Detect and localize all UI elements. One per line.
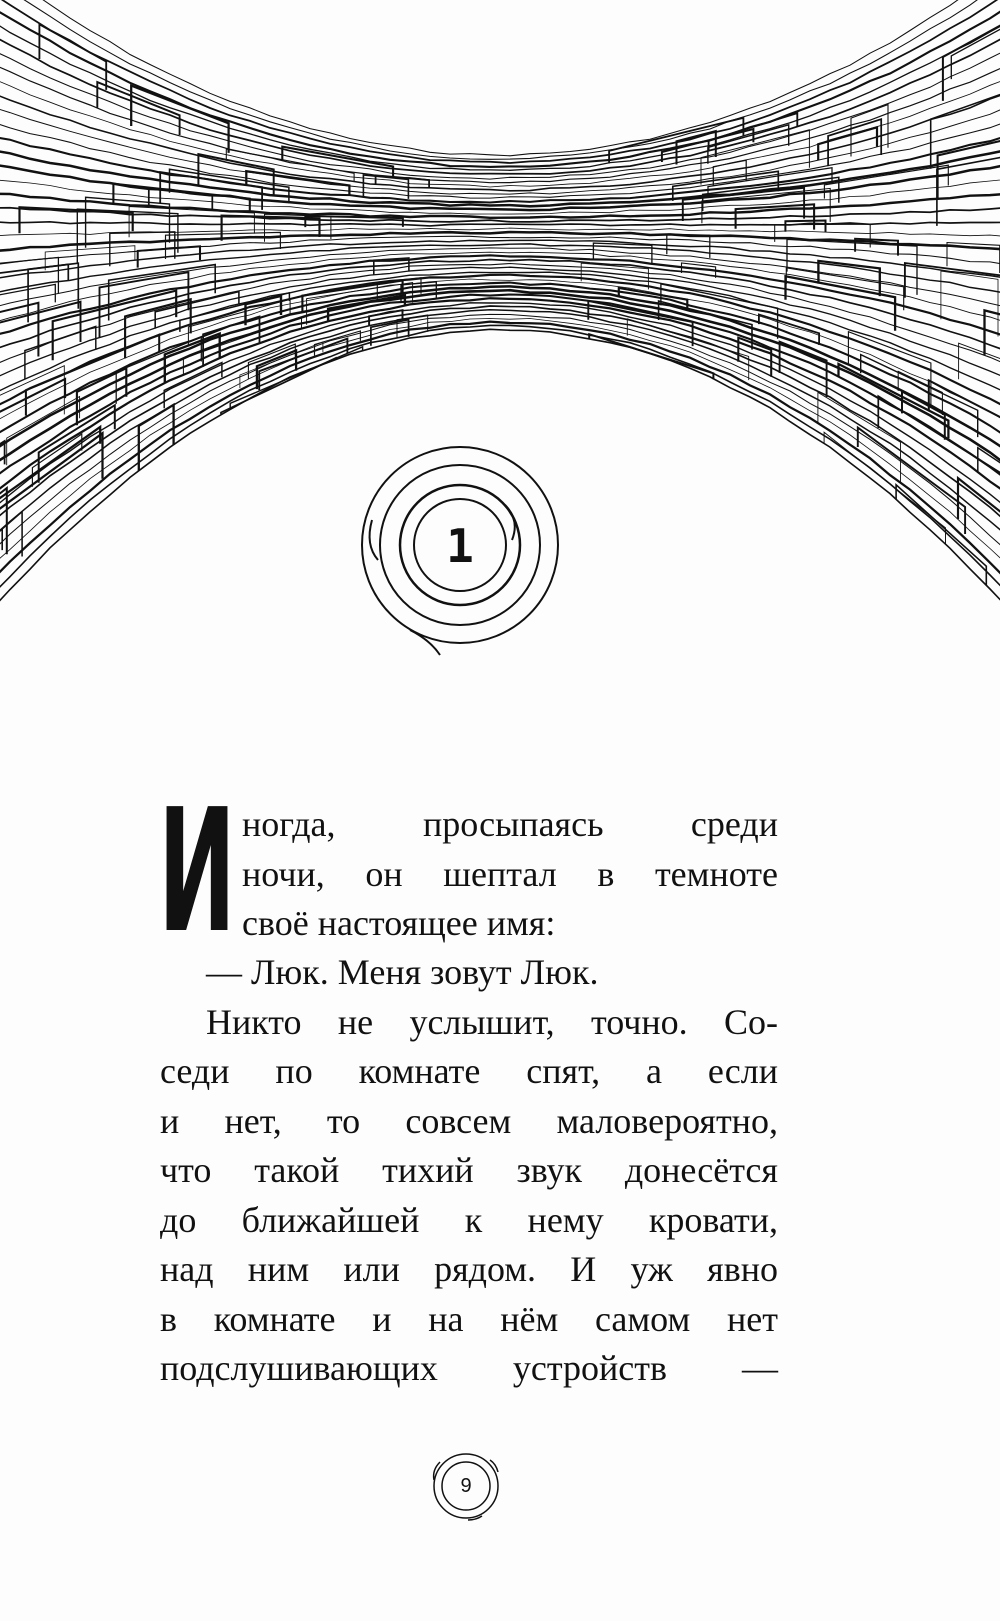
text-line bbox=[160, 1047, 778, 1097]
circuit-tunnel-art bbox=[0, 0, 1000, 700]
word: и bbox=[372, 1298, 392, 1339]
word: точно. bbox=[590, 1001, 688, 1042]
word: самом bbox=[595, 1298, 691, 1339]
word: звук bbox=[516, 1150, 582, 1190]
word: он bbox=[365, 853, 403, 894]
word: нет, bbox=[224, 1100, 282, 1141]
chapter-text bbox=[160, 800, 778, 1394]
drop-cap-letter: И bbox=[158, 802, 236, 942]
word: подслушивающих bbox=[160, 1348, 438, 1388]
word: седи bbox=[160, 1051, 230, 1091]
text-line bbox=[206, 998, 778, 1048]
word: то bbox=[326, 1100, 361, 1141]
word: по bbox=[275, 1051, 313, 1091]
text-line bbox=[160, 1146, 778, 1196]
word: в bbox=[597, 853, 615, 894]
word: а bbox=[646, 1051, 662, 1091]
word: не bbox=[337, 1001, 374, 1042]
word: ним bbox=[247, 1249, 310, 1289]
page-number-block bbox=[420, 1440, 512, 1532]
word: нет bbox=[727, 1298, 778, 1339]
word: такой bbox=[254, 1150, 340, 1190]
word: рядом. bbox=[434, 1249, 537, 1289]
text-line bbox=[160, 1295, 778, 1345]
word: в bbox=[160, 1298, 177, 1339]
word: среди bbox=[690, 804, 778, 844]
text-line bbox=[160, 1097, 778, 1147]
second-paragraph bbox=[160, 998, 778, 1394]
word: если bbox=[707, 1051, 778, 1091]
word: Никто bbox=[206, 1001, 302, 1042]
word: ночи, bbox=[242, 853, 325, 894]
drop-cap bbox=[156, 802, 238, 942]
word: — bbox=[741, 1348, 778, 1388]
text-line-3-content: своё настоящее имя: bbox=[242, 903, 556, 943]
text-line bbox=[160, 1344, 778, 1394]
word: донесётся bbox=[624, 1150, 778, 1190]
word: комнате bbox=[213, 1298, 336, 1339]
word: маловероятно, bbox=[556, 1100, 778, 1141]
word: нему bbox=[527, 1199, 604, 1240]
text-line bbox=[160, 1245, 778, 1295]
word: просыпаясь bbox=[422, 804, 604, 844]
word: Со- bbox=[723, 1001, 778, 1042]
word: что bbox=[160, 1150, 212, 1190]
word: шептал bbox=[443, 853, 557, 894]
word: устройств bbox=[512, 1348, 667, 1388]
text-line bbox=[160, 1196, 778, 1246]
word: или bbox=[343, 1249, 400, 1289]
word: И bbox=[570, 1249, 597, 1289]
word: ближайшей bbox=[241, 1199, 420, 1240]
word: комнате bbox=[358, 1051, 481, 1091]
word: на bbox=[428, 1298, 464, 1339]
opening-paragraph bbox=[160, 800, 778, 948]
word: уж bbox=[630, 1249, 673, 1289]
word: явно bbox=[707, 1249, 778, 1289]
word: кровати, bbox=[648, 1199, 778, 1240]
word: совсем bbox=[405, 1100, 512, 1141]
word: услышит, bbox=[409, 1001, 555, 1042]
text-line-1 bbox=[242, 800, 778, 850]
word: до bbox=[160, 1199, 197, 1240]
text-line-2 bbox=[242, 850, 778, 900]
word: тихий bbox=[382, 1150, 474, 1190]
word: и bbox=[160, 1100, 180, 1141]
dialog-line bbox=[206, 948, 778, 998]
page-number: 9 bbox=[460, 1474, 472, 1497]
word: ногда, bbox=[242, 804, 336, 844]
word: темноте bbox=[654, 853, 778, 894]
word: спят, bbox=[526, 1051, 601, 1091]
dialog-text: — Люк. Меня зовут Люк. bbox=[206, 952, 599, 992]
text-line-3 bbox=[242, 899, 778, 949]
word: нём bbox=[500, 1298, 559, 1339]
word: к bbox=[464, 1199, 483, 1240]
word: над bbox=[160, 1249, 214, 1289]
chapter-number: 1 bbox=[446, 519, 474, 573]
